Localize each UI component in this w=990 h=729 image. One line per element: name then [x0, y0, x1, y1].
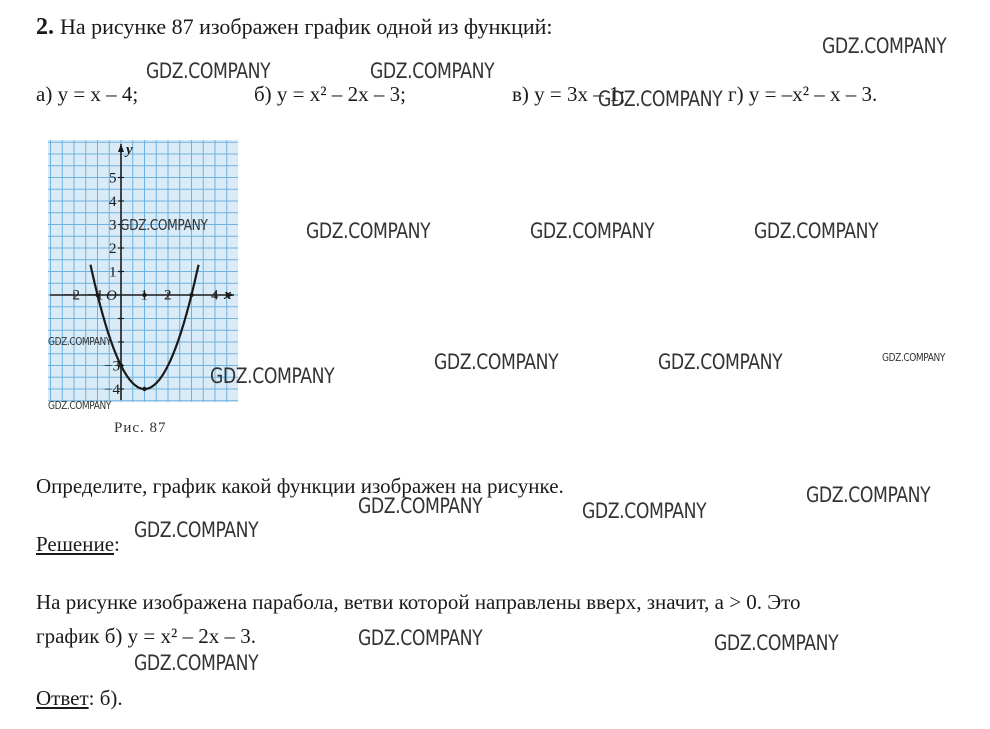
solution-colon: : [114, 532, 120, 556]
task-title [36, 14, 553, 41]
y-tick-label: 4 [109, 194, 117, 210]
watermark: GDZ.COMPANY [48, 399, 111, 412]
solution-label: Решение [36, 532, 115, 556]
watermark: GDZ.COMPANY [146, 59, 271, 83]
watermark: GDZ.COMPANY [120, 216, 208, 234]
watermark: GDZ.COMPANY [658, 350, 783, 374]
x-tick-label: −1 [87, 287, 104, 304]
x-tick-label: 4 [211, 287, 219, 304]
figure-caption: Рис. 87 [114, 420, 167, 436]
answer [36, 686, 123, 711]
watermark: GDZ.COMPANY [434, 350, 559, 374]
x-tick-label: −2 [64, 287, 80, 304]
watermark: GDZ.COMPANY [822, 34, 947, 58]
solution-line-2: график б) y = x² – 2x – 3. [36, 624, 257, 648]
x-tick-label: 1 [140, 287, 148, 304]
watermark: GDZ.COMPANY [210, 364, 335, 388]
watermark: GDZ.COMPANY [530, 219, 655, 243]
option-a: а) y = x – 4; [36, 82, 139, 106]
y-tick-label: 5 [109, 170, 117, 187]
watermark: GDZ.COMPANY [882, 351, 945, 364]
watermark: GDZ.COMPANY [754, 219, 879, 243]
option-v: в) y = 3x – 1; [512, 82, 626, 106]
watermark: GDZ.COMPANY [714, 631, 839, 655]
watermark: GDZ.COMPANY [306, 219, 431, 243]
y-tick-label: 2 [109, 241, 117, 257]
x-tick-label: 2 [164, 287, 172, 304]
watermark: GDZ.COMPANY [134, 651, 259, 675]
origin-label: O [106, 288, 117, 304]
watermark: GDZ.COMPANY [48, 335, 111, 348]
option-g: г) y = –x² – x – 3. [728, 82, 878, 106]
y-tick-label: 3 [109, 217, 117, 234]
question-text: Определите, график какой функции изображен на рисунке. [36, 474, 564, 498]
task-number: 2. [36, 14, 54, 40]
solution-line-1: На рисунке изображена парабола, ветви которой направлены вверх, значит, a > 0. Это [36, 590, 801, 614]
solution-heading [36, 532, 120, 557]
watermark: GDZ.COMPANY [582, 499, 707, 523]
answer-label: Ответ [36, 686, 89, 710]
x-axis-label: x [224, 287, 232, 303]
y-tick-label: 1 [109, 264, 117, 281]
y-tick-label: −4 [104, 382, 120, 398]
watermark: GDZ.COMPANY [370, 59, 495, 83]
watermark: GDZ.COMPANY [358, 494, 483, 518]
answer-value: : б). [88, 686, 123, 710]
watermark: GDZ.COMPANY [134, 518, 259, 542]
watermark: GDZ.COMPANY [358, 626, 483, 650]
watermark: GDZ.COMPANY [806, 483, 931, 507]
task-text: На рисунке 87 изображен график одной из функций: [60, 14, 553, 39]
watermark: GDZ.COMPANY [598, 87, 723, 111]
y-tick-label: −3 [104, 358, 120, 375]
y-axis-label: y [126, 142, 133, 158]
option-b: б) y = x² – 2x – 3; [254, 82, 406, 106]
